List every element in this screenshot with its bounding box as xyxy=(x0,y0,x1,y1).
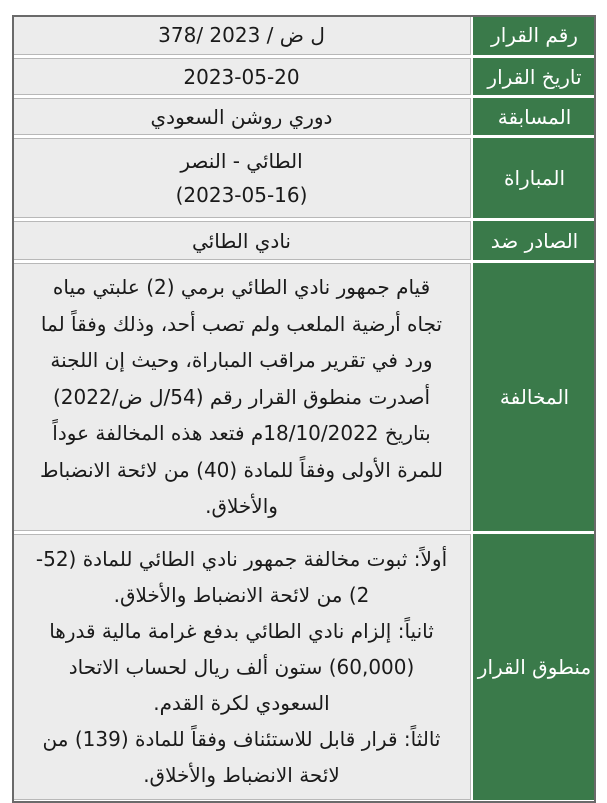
value-decision-number: 378/ ل ض / 2023 xyxy=(12,15,471,55)
ruling-line: 2) من لائحة الانضباط والأخلاق. xyxy=(113,583,370,607)
match-teams: الطائي - النصر xyxy=(180,149,303,173)
violation-line: للمرة الأولى وفقاً للمادة (40) من لائحة الانضباط xyxy=(40,457,443,482)
violation-line: بتاريخ 18/10/2022م فتعد هذه المخالفة عوداً xyxy=(52,421,431,446)
row-decision-number xyxy=(12,15,596,55)
ruling-line: ثالثاً: قرار قابل للاستئناف وفقاً للمادة (139) من xyxy=(42,727,441,751)
value-competition: دوري روشن السعودي xyxy=(12,98,471,135)
value-issued-against: نادي الطائي xyxy=(12,221,471,260)
violation-line: ورد في تقرير مراقب المباراة، وحيث إن اللجنة xyxy=(50,348,433,373)
row-violation xyxy=(12,263,596,531)
label-competition: المسابقة xyxy=(471,98,596,135)
value-violation xyxy=(12,263,471,531)
row-decision-date xyxy=(12,58,596,95)
ruling-line: لائحة الانضباط والأخلاق. xyxy=(143,763,340,787)
row-competition xyxy=(12,98,596,135)
ruling-line: ثانياً: إلزام نادي الطائي بدفع غرامة مالية قدرها xyxy=(49,619,434,643)
violation-line: والأخلاق. xyxy=(205,494,278,519)
violation-line: قيام جمهور نادي الطائي برمي (2) علبتي مياه xyxy=(52,275,431,300)
violation-line: تجاه أرضية الملعب ولم تصب أحد، وذلك وفقاً لما xyxy=(40,311,443,336)
value-decision-date: 2023-05-20 xyxy=(12,58,471,95)
label-match: المباراة xyxy=(471,138,596,218)
ruling-line: أولاً: ثبوت مخالفة جمهور نادي الطائي للمادة (52- xyxy=(35,547,448,571)
ruling-line: السعودي لكرة القدم. xyxy=(153,691,330,715)
value-match xyxy=(12,138,471,218)
decision-table xyxy=(12,15,596,803)
label-violation: المخالفة xyxy=(471,263,596,531)
label-issued-against: الصادر ضد xyxy=(471,221,596,260)
ruling-line: (60,000) ستون ألف ريال لحساب الاتحاد xyxy=(68,655,415,679)
row-match xyxy=(12,138,596,218)
row-issued-against xyxy=(12,221,596,260)
label-ruling: منطوق القرار xyxy=(471,534,596,800)
violation-line: أصدرت منطوق القرار رقم (54/ل ض/2022) xyxy=(52,384,431,409)
match-date: (2023-05-16) xyxy=(175,183,308,207)
value-ruling xyxy=(12,534,471,800)
label-decision-date: تاريخ القرار xyxy=(471,58,596,95)
row-ruling xyxy=(12,534,596,800)
label-decision-number: رقم القرار xyxy=(471,15,596,55)
